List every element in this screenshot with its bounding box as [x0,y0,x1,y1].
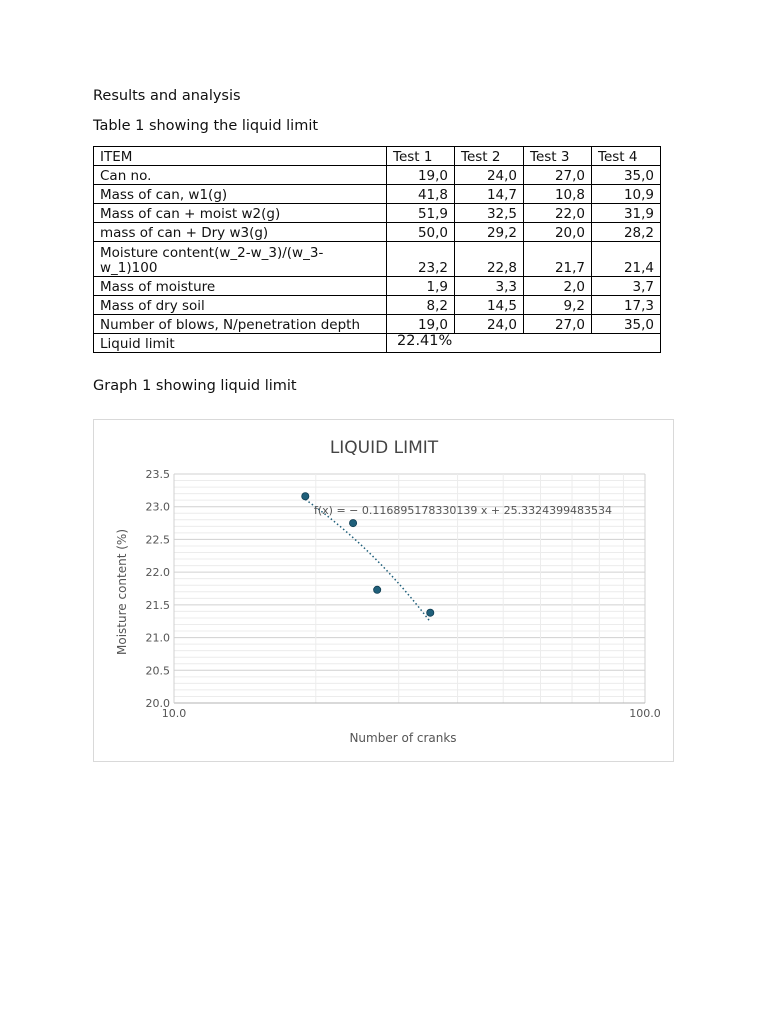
data-point [302,493,309,500]
x-axis-label: Number of cranks [349,731,457,745]
graph-caption: Graph 1 showing liquid limit [93,378,297,394]
table-row [94,204,661,223]
table-row [94,242,661,277]
header-test-2: Test 2 [455,147,524,166]
table-cell: 3,3 [455,277,524,296]
table-cell: 14,7 [455,185,524,204]
table-cell: 32,5 [455,204,524,223]
header-test-4: Test 4 [592,147,661,166]
header-item: ITEM [94,147,387,166]
table-caption: Table 1 showing the liquid limit [93,118,319,134]
trendline-layer [305,499,430,621]
table-cell: 17,3 [592,296,661,315]
row-label: Mass of can, w1(g) [94,185,387,204]
table-cell: 10,8 [524,185,592,204]
table-cell: 19,0 [387,166,455,185]
liquid-limit-row [94,334,661,353]
table-header-row [94,147,661,166]
y-tick-label: 21.0 [145,631,170,645]
y-tick-label: 21.5 [145,598,170,612]
table-cell: 29,2 [455,223,524,242]
header-test-1: Test 1 [387,147,455,166]
row-label: Number of blows, N/penetration depth [94,315,387,334]
table-cell: 31,9 [592,204,661,223]
table-cell: 28,2 [592,223,661,242]
table-cell: 8,2 [387,296,455,315]
y-axis-label: Moisture content (%) [115,529,129,655]
section-heading: Results and analysis [93,88,241,104]
data-point [427,609,434,616]
table-cell: 51,9 [387,204,455,223]
table-row [94,315,661,334]
chart-title: LIQUID LIMIT [329,438,439,458]
table-row [94,277,661,296]
table-row [94,166,661,185]
table-row [94,223,661,242]
table-cell: 22,8 [455,242,524,277]
liquid-limit-table [93,146,661,353]
row-label: Mass of dry soil [94,296,387,315]
table-cell: 1,9 [387,277,455,296]
header-test-3: Test 3 [524,147,592,166]
liquid-limit-value: 22.41% [387,334,661,353]
table-cell: 3,7 [592,277,661,296]
table-row [94,185,661,204]
row-label: Moisture content(w_2-w_3)/(w_3-w_1)100 [94,242,387,277]
y-tick-label: 22.0 [145,566,170,580]
data-point [349,519,356,526]
table-cell: 50,0 [387,223,455,242]
y-tick-label: 20.5 [145,664,170,678]
liquid-limit-label: Liquid limit [94,334,387,353]
table-cell: 24,0 [455,315,524,334]
table-cell: 41,8 [387,185,455,204]
table-cell: 22,0 [524,204,592,223]
x-tick-label: 10.0 [161,707,187,720]
table-cell: 35,0 [592,166,661,185]
trendline-equation: f(x) = − 0.116895178330139 x + 25.3324399483534 [314,504,613,517]
y-tick-label: 22.5 [145,533,170,547]
table-cell: 27,0 [524,166,592,185]
table-cell: 21,4 [592,242,661,277]
x-tick-label: 100.0 [629,707,661,720]
table-cell: 27,0 [524,315,592,334]
table-cell: 21,7 [524,242,592,277]
trendline [305,499,430,621]
y-tick-label: 23.5 [145,468,170,481]
table-cell: 20,0 [524,223,592,242]
liquid-limit-chart [93,419,674,762]
table-cell: 24,0 [455,166,524,185]
chart-canvas [94,420,673,761]
y-tick-label: 23.0 [145,500,170,514]
table-cell: 10,9 [592,185,661,204]
row-label: Can no. [94,166,387,185]
table-cell: 23,2 [387,242,455,277]
row-label: Mass of can + moist w2(g) [94,204,387,223]
row-label: Mass of moisture [94,277,387,296]
table-cell: 14,5 [455,296,524,315]
table-cell: 19,0 [387,315,455,334]
table-cell: 2,0 [524,277,592,296]
row-label: mass of can + Dry w3(g) [94,223,387,242]
table-row [94,296,661,315]
table-cell: 9,2 [524,296,592,315]
data-point [374,586,381,593]
table-cell: 35,0 [592,315,661,334]
y-tick-label: 20.0 [145,697,170,710]
